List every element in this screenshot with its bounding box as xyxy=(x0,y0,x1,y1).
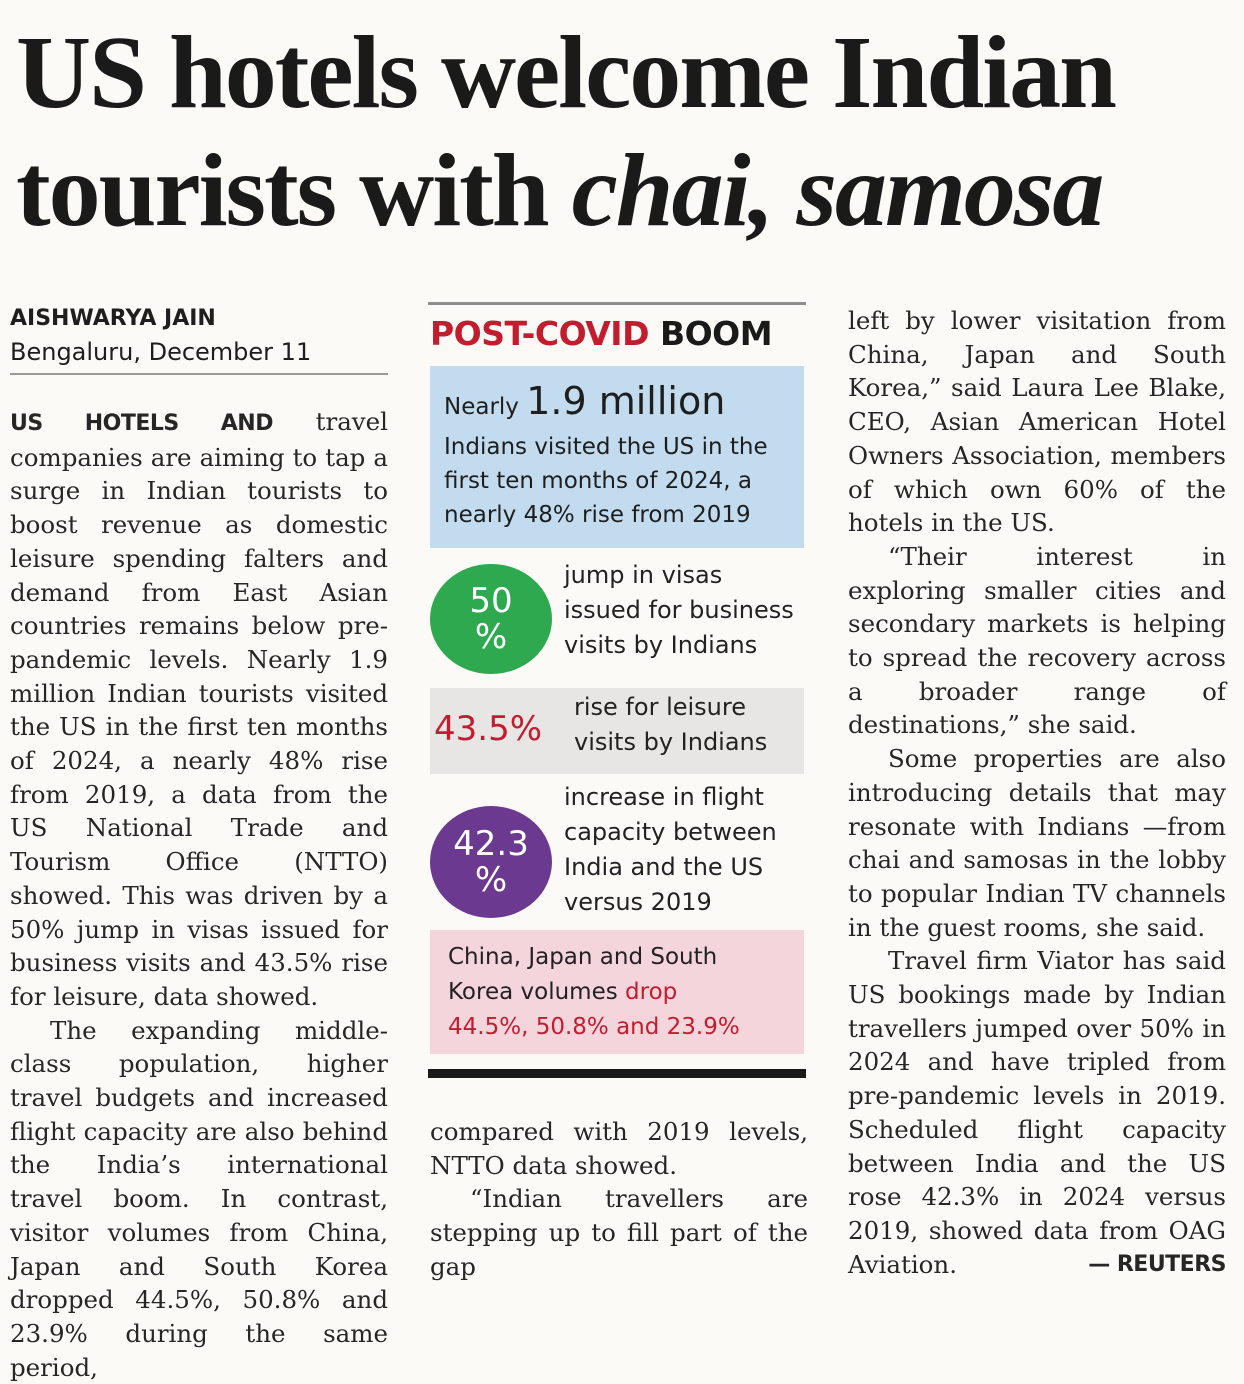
infographic-top-rule xyxy=(428,302,806,305)
visitors-value: 1.9 million xyxy=(526,379,726,423)
east-asia-drop-values: 44.5%, 50.8% and 23.9% xyxy=(448,1014,740,1040)
stat-circle-green xyxy=(430,564,552,674)
stat-flight-capacity xyxy=(428,784,806,934)
stat-leisure-text: rise for leisure visits by Indians xyxy=(574,693,768,756)
infographic-title-dark: BOOM xyxy=(648,314,773,353)
article-paragraph xyxy=(848,944,1226,1281)
stat-business-unit: % xyxy=(474,617,508,657)
visitors-prefix: Nearly xyxy=(444,394,527,420)
stat-business-text: jump in visas issued for business visits by Indians xyxy=(564,561,794,659)
article-paragraph xyxy=(10,405,388,1014)
article-column-1 xyxy=(10,405,388,1384)
article-column-3 xyxy=(848,304,1226,1281)
stat-business-visas xyxy=(428,556,806,674)
article-lead-in: US HOTELS AND xyxy=(10,411,273,436)
article-paragraph: Some properties are also introducing details that may resonate with Indians —from chai and samosas in the lobby to popular Indian TV channels in the guest rooms, she said. xyxy=(848,744,1226,942)
visitors-headline xyxy=(444,378,790,430)
infographic-post-covid-boom xyxy=(428,302,806,1078)
article-text: Travel firm Viator has said US bookings made by Indian travellers jumped over 50% in 2024 and have tripled from pre-pandemic levels in 2019. Scheduled flight capacity between India and the US rose 42.3% in 2024 versus 2019, showed data from OAG Aviation. xyxy=(848,946,1226,1279)
infographic-bottom-rule xyxy=(428,1069,806,1078)
byline-author: AISHWARYA JAIN xyxy=(10,306,216,331)
byline-divider xyxy=(10,373,388,375)
article-column-2 xyxy=(430,1115,808,1284)
headline-line-1: US hotels welcome Indian xyxy=(16,15,1115,130)
headline-line-2-plain: tourists with xyxy=(16,133,572,248)
visitors-text: Indians visited the US in the first ten months of 2024, a nearly 48% rise from 2019 xyxy=(444,434,768,528)
stat-leisure-visas xyxy=(430,688,804,774)
stat-flight-text: increase in flight capacity between India and the US versus 2019 xyxy=(564,783,777,916)
infographic-title-red: POST-COVID xyxy=(430,314,649,353)
stat-leisure-value: 43.5% xyxy=(434,709,543,749)
article-paragraph: The expanding middle-class population, higher travel budgets and increased flight capacity are also behind the India’s international travel boom. In contrast, visitor volumes from China, Japan and South Korea dropped 44.5%, 50.8% and 23.9% during the same period, xyxy=(10,1015,388,1382)
headline-line-2-italic: chai, samosa xyxy=(571,133,1103,248)
stat-business-value: 50 xyxy=(469,581,513,621)
stat-panel-visitors xyxy=(430,366,804,548)
stat-flight-unit: % xyxy=(474,860,508,900)
article-paragraph: left by lower visitation from China, Japan and South Korea,” said Laura Lee Blake, CEO, Asian American Hotel Owners Association, members of which own 60% of the hotels in the US. xyxy=(848,306,1226,538)
headline-line-2 xyxy=(16,132,1231,250)
stat-flight-value: 42.3 xyxy=(453,824,529,864)
stat-circle-purple xyxy=(430,806,552,918)
stat-panel-east-asia-drop xyxy=(430,930,804,1054)
headline xyxy=(16,14,1231,250)
byline xyxy=(10,303,388,369)
infographic-title xyxy=(430,312,772,356)
byline-dateline: Bengaluru, December 11 xyxy=(10,338,312,366)
article-paragraph: compared with 2019 levels, NTTO data showed. xyxy=(430,1117,808,1180)
east-asia-text: China, Japan and South Korea volumes xyxy=(448,944,718,1005)
article-text: travel companies are aiming to tap a surge in Indian tourists to boost revenue as domestic leisure spending falters and demand from East Asian countries remains below pre-pandemic levels. Nearly 1.9 million Indian tourists visited the US in the first ten months of 2024, a nearly 48% rise from 2019, a data from the US National Trade and Tourism Office (NTTO) showed. This was driven by a 50% jump in visas issued for business visits and 43.5% rise for leisure, data showed. xyxy=(10,407,388,1011)
east-asia-drop-word: drop xyxy=(625,979,678,1005)
article-paragraph: “Indian travellers are stepping up to fill part of the gap xyxy=(430,1184,808,1281)
article-paragraph: “Their interest in exploring smaller cities and secondary markets is helping to spread the recovery across a broader range of destinations,” she said. xyxy=(848,541,1226,740)
agency-credit: — REUTERS xyxy=(1088,1251,1226,1277)
